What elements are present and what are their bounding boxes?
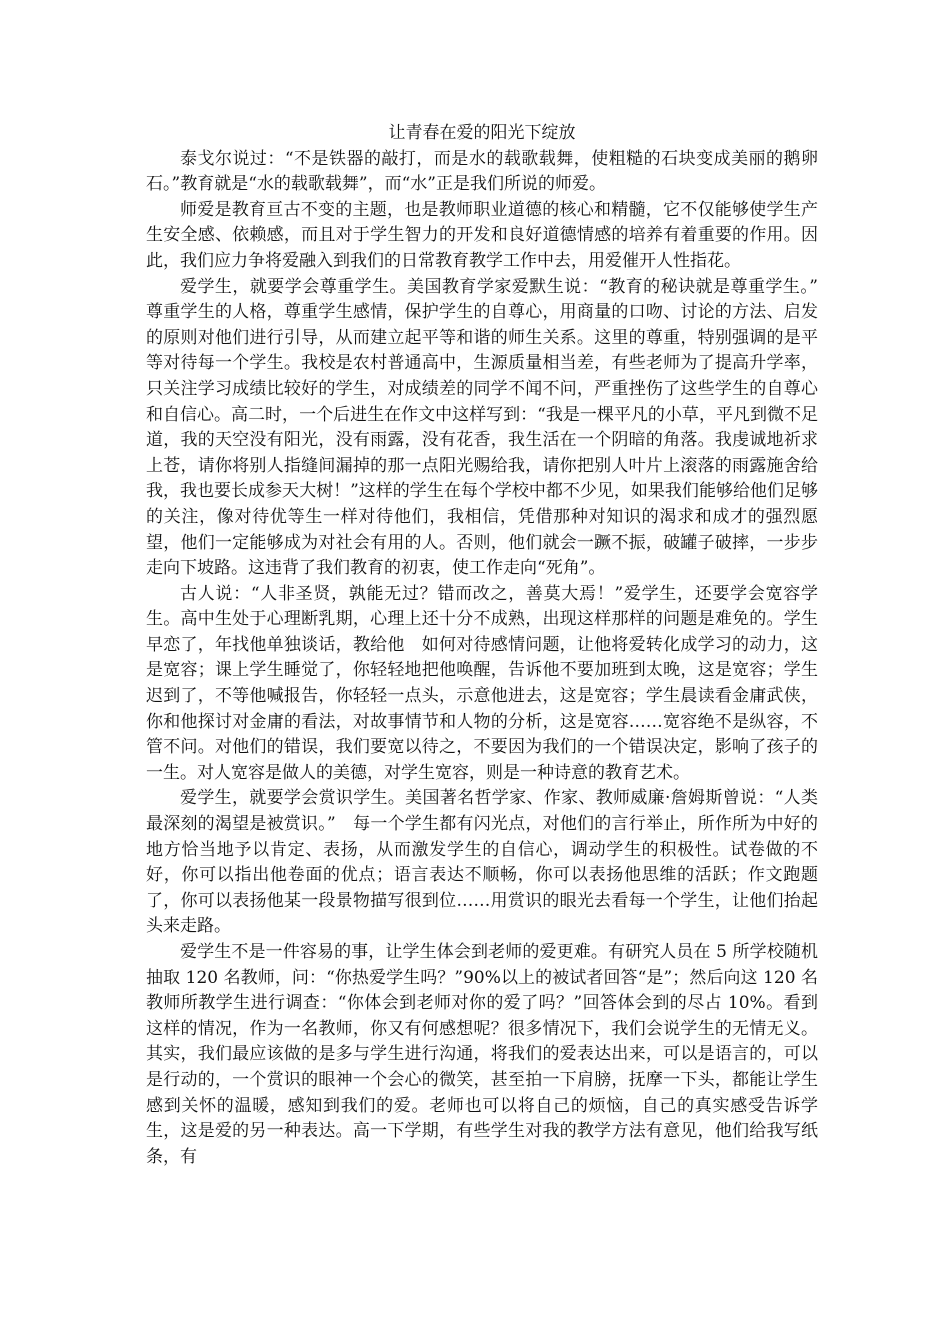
paragraph-2: 师爱是教育亘古不变的主题，也是教师职业道德的核心和精髓，它不仅能够使学生产生安全感、依赖感，而且对于学生智力的开发和良好道德情感的培养有着重要的作用。因此，我们应力争将爱融入到我们的日常教育教学工作中去，用爱催开人性指花。 (146, 199, 818, 271)
paragraph-5: 爱学生，就要学会赏识学生。美国著名哲学家、作家、教师威廉·詹姆斯曾说：“人类最深刻的渴望是被赏识。” 每一个学生都有闪光点，对他们的言行举止，所作所为中好的地方恰当地予以肯定、表扬，从而激发学生的自信心，调动学生的积极性。试卷做的不好，你可以指出他卷面的优点；语言表达不顺畅，你可以表扬他思维的活跃；作文跑题了，你可以表扬他某一段景物描写很到位……用赏识的眼光去看每一个学生，让他们抬起头来走路。 (146, 788, 818, 937)
paragraph-6: 爱学生不是一件容易的事，让学生体会到老师的爱更难。有研究人员在 5 所学校随机抽取 120 名教师，问：“你热爱学生吗？”90%以上的被试者回答“是”；然后向这 120 名教师所教学生进行调查：“你体会到老师对你的爱了吗？”回答体会到的尽占 10%。看到这样的情况，作为一名教师，你又有何感想呢？很多情况下，我们会说学生的无情无义。其实，我们最应该做的是多与学生进行沟通，将我们的爱表达出来，可以是语言的，可以是行动的，一个赏识的眼神一个会心的微笑，甚至拍一下肩膀，抚摩一下头，都能让学生感到关怀的温暖，感知到我们的爱。老师也可以将自己的烦恼，自己的真实感受告诉学生，这是爱的另一种表达。高一下学期，有些学生对我的教学方法有意见，他们给我写纸条，有 (146, 942, 818, 1167)
paragraph-4: 古人说：“人非圣贤，孰能无过？错而改之，善莫大焉！”爱学生，还要学会宽容学生。高中生处于心理断乳期，心理上还十分不成熟，出现这样那样的问题是难免的。学生早恋了，年找他单独谈话，教给他 如何对待感情问题，让他将爱转化成学习的动力，这是宽容；课上学生睡觉了，你轻轻地把他唤醒，告诉他不要加班到太晚，这是宽容；学生迟到了，不等他喊报告，你轻轻一点头，示意他进去，这是宽容；学生晨读看金庸武侠，你和他探讨对金庸的看法，对故事情节和人物的分析，这是宽容……宽容绝不是纵容，不管不问。对他们的错误，我们要宽以待之，不要因为我们的一个错误决定，影响了孩子的一生。对人宽容是做人的美德，对学生宽容，则是一种诗意的教育艺术。 (146, 583, 818, 783)
article-body (146, 121, 835, 1170)
paragraph-1: 泰戈尔说过：“不是铁器的敲打，而是水的载歌载舞，使粗糙的石块变成美丽的鹅卵石。”教育就是“水的载歌载舞”，而“水”正是我们所说的师爱。 (146, 148, 818, 195)
article-title: 让青春在爱的阳光下绽放 (388, 123, 576, 143)
paragraph-3: 爱学生，就要学会尊重学生。美国教育学家爱默生说：“教育的秘诀就是尊重学生。” 尊重学生的人格，尊重学生感情，保护学生的自尊心，用商量的口吻、讨论的方法、启发的原则对他们进行引导，从而建立起平等和谐的师生关系。这里的尊重，特别强调的是平等对待每一个学生。我校是农村普通高中，生源质量相当差，有些老师为了提高升学率，只关注学习成绩比较好的学生，对成绩差的同学不闻不问，严重挫伤了这些学生的自尊心和自信心。高二时，一个后进生在作文中这样写到：“我是一棵平凡的小草，平凡到微不足道，我的天空没有阳光，没有雨露，没有花香，我生活在一个阴暗的角落。我虔诚地祈求上苍，请你将别人指缝间漏掉的那一点阳光赐给我，请你把别人叶片上滚落的雨露施舍给我，我也要长成参天大树！”这样的学生在每个学校中都不少见，如果我们能够给他们足够的关注，像对待优等生一样对待他们，我相信，凭借那种对知识的渴求和成才的强烈愿望，他们一定能够成为对社会有用的人。否则，他们就会一蹶不振，破罐子破摔，一步步走向下坡路。这违背了我们教育的初衷，使工作走向“死角”。 (146, 276, 835, 579)
